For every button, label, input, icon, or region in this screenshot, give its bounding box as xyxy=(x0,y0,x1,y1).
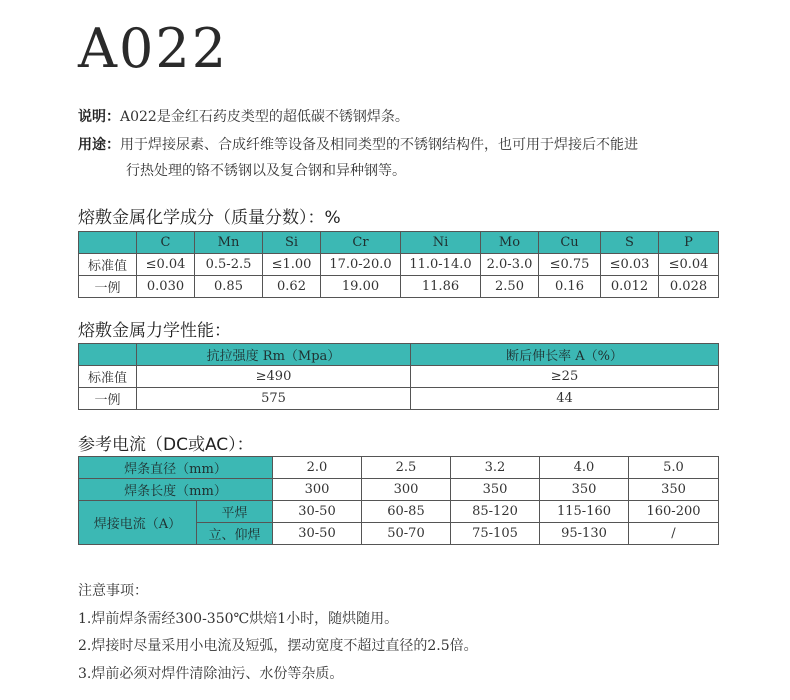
table-cell: 350 xyxy=(540,479,629,501)
table-row xyxy=(79,254,719,276)
current-heading: 参考电流（DC或AC）： xyxy=(78,435,254,455)
table-cell: 0.16 xyxy=(539,276,601,298)
table-cell: 44 xyxy=(411,388,719,410)
table-cell: 标准值 xyxy=(79,254,137,276)
table-cell: 115-160 xyxy=(540,501,629,523)
description-usage xyxy=(78,132,638,158)
table-cell: 5.0 xyxy=(629,457,719,479)
note-item: 2.焊接时尽量采用小电流及短弧，摆动宽度不超过直径的2.5倍。 xyxy=(78,638,478,654)
table-cell: 75-105 xyxy=(451,523,540,545)
note-item: 3.焊前必须对焊件清除油污、水份等杂质。 xyxy=(78,665,344,682)
usage-line2: 行热处理的铬不锈钢以及复合钢和异种钢等。 xyxy=(126,163,406,179)
table-cell: ≥490 xyxy=(137,366,411,388)
table-header-cell: Cr xyxy=(321,232,401,254)
table-row xyxy=(79,388,719,410)
table-cell: ≤0.03 xyxy=(601,254,659,276)
table-header-cell xyxy=(79,344,137,366)
mechanical-table xyxy=(78,343,719,410)
table-header-cell: Mn xyxy=(195,232,263,254)
table-cell: 0.85 xyxy=(195,276,263,298)
usage-label: 用途： xyxy=(78,137,120,153)
table-cell: ≤0.04 xyxy=(659,254,719,276)
table-cell: ≤1.00 xyxy=(263,254,321,276)
notes-section xyxy=(78,578,478,688)
table-row xyxy=(79,501,719,523)
usage-line1: 用于焊接尿素、合成纤维等设备及相同类型的不锈钢结构件，也可用于焊接后不能进 xyxy=(120,137,638,153)
table-cell: 2.0 xyxy=(273,457,362,479)
table-cell: 0.62 xyxy=(263,276,321,298)
table-cell: 0.028 xyxy=(659,276,719,298)
table-cell: 95-130 xyxy=(540,523,629,545)
table-cell: 2.50 xyxy=(481,276,539,298)
table-cell: ≥25 xyxy=(411,366,719,388)
table-cell: 一例 xyxy=(79,388,137,410)
table-cell: 标准值 xyxy=(79,366,137,388)
table-cell: 85-120 xyxy=(451,501,540,523)
table-header-cell: C xyxy=(137,232,195,254)
chemical-header-row xyxy=(79,232,719,254)
table-cell: 300 xyxy=(362,479,451,501)
mechanical-header-row xyxy=(79,344,719,366)
table-cell: 2.0-3.0 xyxy=(481,254,539,276)
table-cell: / xyxy=(629,523,719,545)
table-cell: 17.0-20.0 xyxy=(321,254,401,276)
table-cell: 19.00 xyxy=(321,276,401,298)
chemical-heading: 熔敷金属化学成分（质量分数）：% xyxy=(78,208,341,228)
table-header-cell: S xyxy=(601,232,659,254)
table-cell: 11.86 xyxy=(401,276,481,298)
table-cell: 60-85 xyxy=(362,501,451,523)
length-label: 焊条长度（mm） xyxy=(79,479,273,501)
table-cell: 3.2 xyxy=(451,457,540,479)
explain-text: A022是金红石药皮类型的超低碳不锈钢焊条。 xyxy=(120,109,409,125)
table-cell: 0.012 xyxy=(601,276,659,298)
table-cell: 11.0-14.0 xyxy=(401,254,481,276)
table-cell: 350 xyxy=(451,479,540,501)
table-cell: 30-50 xyxy=(273,523,362,545)
chemical-table xyxy=(78,231,719,298)
description-explain xyxy=(78,104,409,130)
table-header-cell: 抗拉强度 Rm（Mpa） xyxy=(137,344,411,366)
table-header-cell: P xyxy=(659,232,719,254)
table-cell: 4.0 xyxy=(540,457,629,479)
current-label: 焊接电流（A） xyxy=(79,501,197,545)
diameter-label: 焊条直径（mm） xyxy=(79,457,273,479)
table-cell: 0.030 xyxy=(137,276,195,298)
table-cell: 575 xyxy=(137,388,411,410)
table-header-cell: Cu xyxy=(539,232,601,254)
current-table xyxy=(78,456,719,545)
table-row xyxy=(79,457,719,479)
table-cell: 160-200 xyxy=(629,501,719,523)
product-title: A022 xyxy=(78,17,229,80)
table-header-cell: 断后伸长率 A（%） xyxy=(411,344,719,366)
table-cell: 0.5-2.5 xyxy=(195,254,263,276)
notes-heading: 注意事项： xyxy=(78,583,148,599)
vertical-label: 立、仰焊 xyxy=(197,523,273,545)
mechanical-heading: 熔敷金属力学性能： xyxy=(78,321,231,341)
table-cell: 2.5 xyxy=(362,457,451,479)
table-header-cell: Mo xyxy=(481,232,539,254)
explain-label: 说明： xyxy=(78,109,120,125)
table-cell: ≤0.75 xyxy=(539,254,601,276)
table-header-cell: Si xyxy=(263,232,321,254)
table-cell: 300 xyxy=(273,479,362,501)
flat-label: 平焊 xyxy=(197,501,273,523)
table-header-cell xyxy=(79,232,137,254)
table-cell: 一例 xyxy=(79,276,137,298)
table-cell: 50-70 xyxy=(362,523,451,545)
table-cell: 350 xyxy=(629,479,719,501)
table-header-cell: Ni xyxy=(401,232,481,254)
table-row xyxy=(79,276,719,298)
table-row xyxy=(79,479,719,501)
table-cell: ≤0.04 xyxy=(137,254,195,276)
note-item: 1.焊前焊条需经300-350℃烘焙1小时，随烘随用。 xyxy=(78,610,399,627)
table-cell: 30-50 xyxy=(273,501,362,523)
table-row xyxy=(79,366,719,388)
